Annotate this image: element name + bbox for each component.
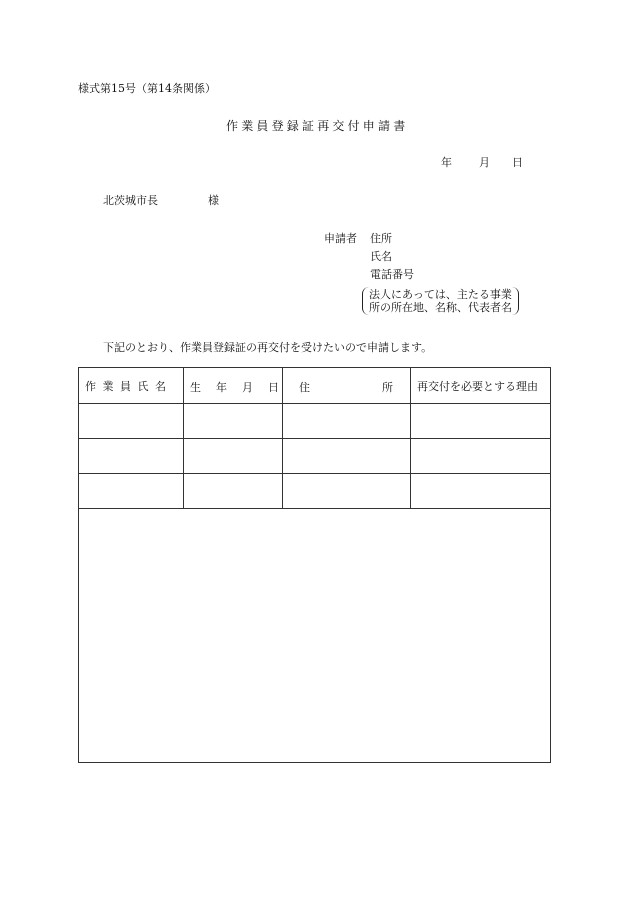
worker-table [78,367,551,509]
applicant-address-label: 住所 [370,232,392,245]
header-address-char: 所 [382,381,393,394]
header-worker-name: 作業員氏名 [79,368,184,404]
cell-address[interactable] [283,404,411,439]
table-header-row [79,368,551,404]
intro-text: 下記のとおり、作業員登録証の再交付を受けたいので申請します。 [103,341,433,354]
header-birth-char: 生 [190,381,201,394]
cell-address[interactable] [283,474,411,509]
applicant-label: 申請者 [324,232,357,245]
header-reason: 再交付を必要とする理由 [411,368,551,404]
cell-worker-name[interactable] [79,439,184,474]
corporation-note-line1: 法人にあっては、主たる事業 [369,288,512,301]
applicant-phone-label: 電話番号 [370,268,414,281]
header-address [283,368,411,404]
corporation-note-line2: 所の所在地、名称、代表者名 [369,301,512,314]
addressee-name: 北茨城市長 [103,194,158,207]
addressee-honorific: 様 [208,194,219,207]
applicant-name-label: 氏名 [370,250,392,263]
table-row [79,439,551,474]
corporation-note [362,287,519,315]
cell-reason[interactable] [411,404,551,439]
cell-reason[interactable] [411,474,551,509]
header-birth-char: 月 [242,381,253,394]
header-birth-char: 日 [268,381,279,394]
cell-worker-name[interactable] [79,474,184,509]
date-year-label: 年 [441,156,452,169]
form-number: 様式第15号（第14条関係） [78,82,216,95]
table-row [79,404,551,439]
cell-address[interactable] [283,439,411,474]
date-day-label: 日 [512,156,523,169]
cell-birth-date[interactable] [184,439,283,474]
header-address-char: 住 [299,381,310,394]
cell-worker-name[interactable] [79,404,184,439]
table-row [79,474,551,509]
header-birth-date [184,368,283,404]
cell-birth-date[interactable] [184,474,283,509]
blank-area [78,506,551,763]
document-title: 作業員登録証再交付申請書 [226,119,409,133]
cell-reason[interactable] [411,439,551,474]
cell-birth-date[interactable] [184,404,283,439]
header-birth-char: 年 [216,381,227,394]
date-month-label: 月 [479,156,490,169]
